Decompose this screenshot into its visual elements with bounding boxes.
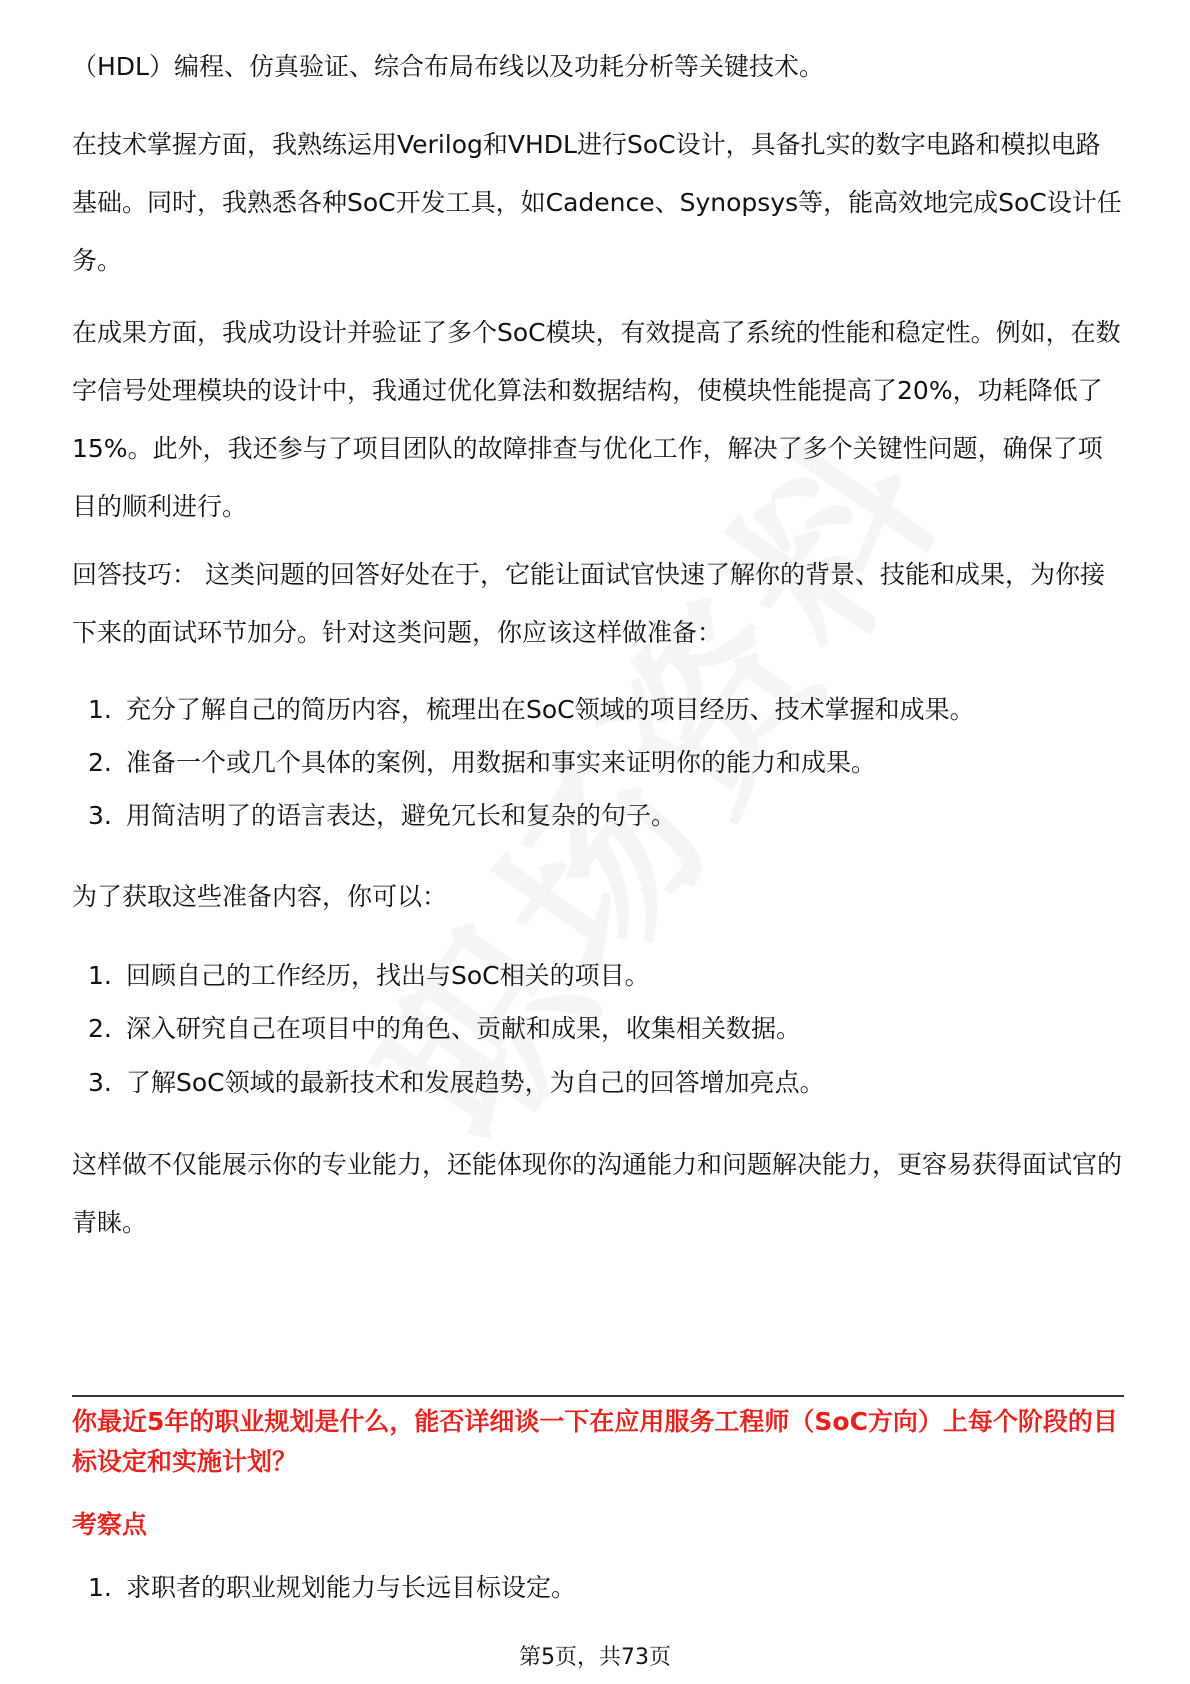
- page-number: 第5页，共73页: [519, 1645, 671, 1670]
- list-text: 了解SoC领域的最新技术和发展趋势，为自己的回答增加亮点。: [126, 1068, 825, 1097]
- section-heading: 考察点: [72, 1510, 148, 1539]
- list-number: 2.: [88, 748, 112, 777]
- list-number: 3.: [88, 1068, 112, 1097]
- list-number: 3.: [88, 801, 112, 830]
- list-text: 求职者的职业规划能力与长远目标设定。: [126, 1573, 577, 1602]
- list-number: 1.: [88, 961, 112, 990]
- list-item: [88, 1568, 576, 1608]
- list-text: 回顾自己的工作经历，找出与SoC相关的项目。: [126, 961, 650, 990]
- paragraph-obtain: 为了获取这些准备内容，你可以：: [72, 882, 448, 911]
- list-item: [88, 796, 676, 836]
- list-text: 深入研究自己在项目中的角色、贡献和成果，收集相关数据。: [126, 1014, 802, 1043]
- paragraph-results: 在成果方面，我成功设计并验证了多个SoC模块，有效提高了系统的性能和稳定性。例如，在数字信号处理模块的设计中，我通过优化算法和数据结构，使模块性能提高了20%，功耗降低了15%。此外，我还参与了项目团队的故障排查与优化工作，解决了多个关键性问题，确保了项目的顺利进行。: [72, 318, 1121, 521]
- list-item: [88, 690, 975, 730]
- list-item: [88, 743, 876, 783]
- list-number: 2.: [88, 1014, 112, 1043]
- list-item: [88, 1063, 825, 1103]
- paragraph-tech-skills: 在技术掌握方面，我熟练运用Verilog和VHDL进行SoC设计，具备扎实的数字电路和模拟电路基础。同时，我熟悉各种SoC开发工具，如Cadence、Synopsys等，能高效地完成SoC设计任务。: [72, 130, 1122, 275]
- list-number: 1.: [88, 1573, 112, 1602]
- continuation-line: （HDL）编程、仿真验证、综合布局布线以及功耗分析等关键技术。: [72, 52, 824, 81]
- list-item: [88, 1009, 801, 1049]
- paragraph-conclusion: 这样做不仅能展示你的专业能力，还能体现你的沟通能力和问题解决能力，更容易获得面试官的青睐。: [72, 1150, 1123, 1237]
- list-text: 充分了解自己的简历内容，梳理出在SoC领域的项目经历、技术掌握和成果。: [126, 695, 975, 724]
- section-divider: [72, 1395, 1124, 1397]
- list-text: 用简洁明了的语言表达，避免冗长和复杂的句子。: [126, 801, 677, 830]
- list-number: 1.: [88, 695, 112, 724]
- question-title: 你最近5年的职业规划是什么，能否详细谈一下在应用服务工程师（SoC方向）上每个阶段的目标设定和实施计划？: [72, 1407, 1118, 1476]
- paragraph-answer-tips: 回答技巧： 这类问题的回答好处在于，它能让面试官快速了解你的背景、技能和成果，为你接下来的面试环节加分。针对这类问题，你应该这样做准备：: [72, 560, 1105, 647]
- list-item: [88, 956, 650, 996]
- list-text: 准备一个或几个具体的案例，用数据和事实来证明你的能力和成果。: [126, 748, 877, 777]
